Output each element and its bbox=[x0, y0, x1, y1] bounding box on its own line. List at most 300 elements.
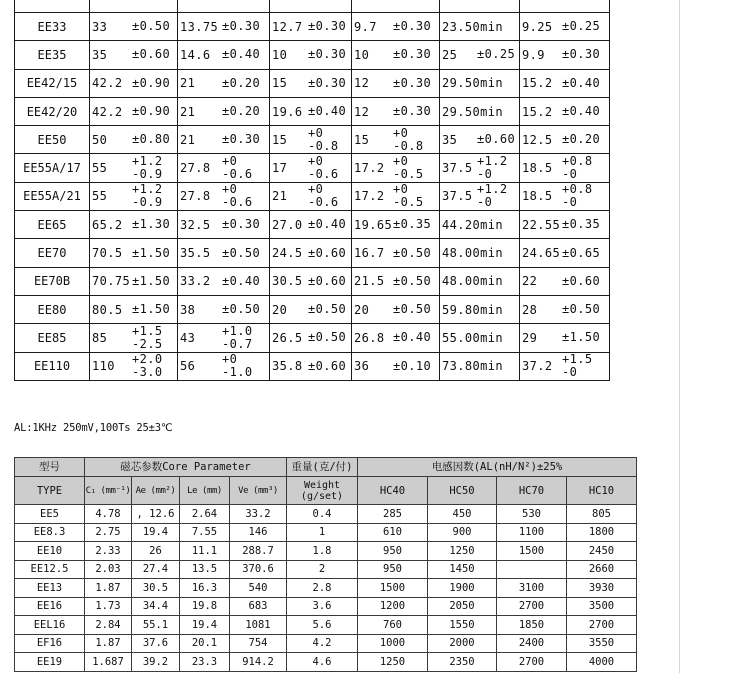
dimension-value: 12.7 bbox=[272, 19, 303, 34]
hc70-cell: 1850 bbox=[497, 616, 567, 635]
tolerance-line: -3.0 bbox=[132, 365, 163, 380]
tolerance-line: ±0.50 bbox=[308, 302, 347, 317]
dimension-value: 9.25 bbox=[522, 19, 553, 34]
hc40-cell: 285 bbox=[358, 505, 428, 524]
header-weight-cn: 重量(克/付) bbox=[287, 458, 358, 477]
tolerance-line: ±0.50 bbox=[222, 245, 261, 260]
ve-cell: 754 bbox=[230, 635, 287, 654]
header-type-cn: 型号 bbox=[15, 458, 85, 477]
dimension-value: 37.5 bbox=[442, 189, 473, 204]
dimension-value: 16.7 bbox=[354, 246, 385, 261]
hc70-cell: 2700 bbox=[497, 653, 567, 672]
tolerance bbox=[222, 211, 260, 238]
dimension-cell bbox=[352, 183, 440, 211]
weight-cell: 3.6 bbox=[287, 598, 358, 617]
tolerance-line: ±0.20 bbox=[222, 75, 261, 90]
ae-cell: 30.5 bbox=[132, 579, 180, 598]
le-cell: 16.3 bbox=[180, 579, 230, 598]
tolerance bbox=[222, 98, 260, 125]
c1-cell: 4.78 bbox=[85, 505, 132, 524]
tolerance-line: +1.2 bbox=[477, 154, 508, 169]
dimension-cell bbox=[90, 13, 178, 41]
dimension-cell bbox=[90, 268, 178, 296]
partial-row-cell bbox=[90, 0, 178, 13]
dimension-value: 23.50min bbox=[442, 19, 503, 34]
tolerance-line: ±0.25 bbox=[562, 19, 601, 34]
type-cell: EF16 bbox=[15, 635, 85, 654]
core-type-cell bbox=[15, 13, 90, 41]
tolerance-line: ±0.90 bbox=[132, 104, 171, 119]
core-type-cell bbox=[15, 98, 90, 126]
ve-cell: 146 bbox=[230, 524, 287, 543]
hc70-cell: 1500 bbox=[497, 542, 567, 561]
tolerance-line: ±1.30 bbox=[132, 217, 171, 232]
tolerance bbox=[308, 154, 339, 181]
weight-cell: 2.8 bbox=[287, 579, 358, 598]
dimension-value: 35 bbox=[92, 47, 108, 62]
tolerance-line: ±1.50 bbox=[132, 245, 171, 260]
tolerance-line: +1.2 bbox=[132, 154, 163, 169]
dimension-cell bbox=[90, 154, 178, 182]
dimension-value: 21 bbox=[180, 76, 196, 91]
hc70-cell: 2700 bbox=[497, 598, 567, 617]
dimension-cell bbox=[270, 183, 352, 211]
tolerance bbox=[222, 296, 260, 323]
tolerance bbox=[132, 296, 170, 323]
tolerance bbox=[562, 239, 600, 266]
dimension-value: 29.50min bbox=[442, 104, 503, 119]
dimension-cell bbox=[178, 296, 270, 324]
dimension-cell bbox=[178, 41, 270, 69]
tolerance-line: -0.6 bbox=[308, 195, 339, 210]
tolerance bbox=[308, 296, 346, 323]
header-hc10: HC10 bbox=[567, 477, 637, 505]
partial-row-cell bbox=[270, 0, 352, 13]
hc10-cell: 1800 bbox=[567, 524, 637, 543]
core-type-label: EE85 bbox=[37, 330, 67, 345]
tolerance bbox=[222, 154, 253, 181]
dimension-value: 33 bbox=[92, 19, 108, 34]
le-cell: 20.1 bbox=[180, 635, 230, 654]
hc10-cell: 3550 bbox=[567, 635, 637, 654]
tolerance bbox=[393, 126, 424, 153]
core-type-cell bbox=[15, 239, 90, 267]
c1-cell: 2.33 bbox=[85, 542, 132, 561]
tolerance bbox=[477, 126, 515, 153]
core-type-label: EE33 bbox=[37, 19, 67, 34]
ae-cell: , 12.6 bbox=[132, 505, 180, 524]
dimension-cell bbox=[440, 324, 520, 352]
tolerance-line: ±0.40 bbox=[562, 104, 601, 119]
tolerance-line: +0 bbox=[308, 125, 324, 140]
dimension-value: 9.7 bbox=[354, 19, 377, 34]
tolerance bbox=[308, 211, 346, 238]
dimension-value: 17.2 bbox=[354, 189, 385, 204]
hc10-cell: 805 bbox=[567, 505, 637, 524]
tolerance bbox=[308, 324, 346, 351]
dimension-cell bbox=[352, 98, 440, 126]
tolerance bbox=[132, 324, 163, 351]
hc10-cell: 2660 bbox=[567, 561, 637, 580]
dimension-value: 20 bbox=[354, 302, 370, 317]
tolerance bbox=[222, 183, 253, 210]
dimension-value: 70.75 bbox=[92, 274, 131, 289]
tolerance bbox=[132, 126, 170, 153]
dimension-cell bbox=[178, 70, 270, 98]
tolerance-line: -0 bbox=[477, 195, 493, 210]
dimension-value: 42.2 bbox=[92, 76, 123, 91]
ve-cell: 288.7 bbox=[230, 542, 287, 561]
hc40-cell: 950 bbox=[358, 561, 428, 580]
dimension-cell bbox=[352, 268, 440, 296]
tolerance-line: ±0.65 bbox=[562, 245, 601, 260]
tolerance bbox=[132, 239, 170, 266]
dimension-value: 73.80min bbox=[442, 359, 503, 374]
tolerance-line: -1.0 bbox=[222, 365, 253, 380]
dimension-cell bbox=[178, 324, 270, 352]
weight-cell: 5.6 bbox=[287, 616, 358, 635]
dimension-cell bbox=[440, 126, 520, 154]
core-type-label: EE80 bbox=[37, 302, 67, 317]
c1-cell: 2.84 bbox=[85, 616, 132, 635]
c1-cell: 2.03 bbox=[85, 561, 132, 580]
le-cell: 19.4 bbox=[180, 616, 230, 635]
tolerance-line: -0.5 bbox=[393, 195, 424, 210]
tolerance bbox=[393, 211, 431, 238]
dimension-value: 35.8 bbox=[272, 359, 303, 374]
header-c1: C₁ (mm⁻¹) bbox=[85, 477, 132, 505]
tolerance bbox=[222, 268, 260, 295]
dimension-value: 26.5 bbox=[272, 330, 303, 345]
dimension-value: 48.00min bbox=[442, 246, 503, 261]
dimension-cell bbox=[520, 126, 610, 154]
dimension-value: 80.5 bbox=[92, 302, 123, 317]
hc40-cell: 1000 bbox=[358, 635, 428, 654]
tolerance bbox=[393, 41, 431, 68]
dimension-cell bbox=[520, 268, 610, 296]
tolerance-line: -0.9 bbox=[132, 195, 163, 210]
le-cell: 2.64 bbox=[180, 505, 230, 524]
dimension-value: 59.80min bbox=[442, 302, 503, 317]
tolerance-line: ±0.80 bbox=[132, 132, 171, 147]
tolerance bbox=[222, 324, 253, 351]
dimension-cell bbox=[270, 268, 352, 296]
tolerance-line: ±0.90 bbox=[132, 75, 171, 90]
dimension-cell bbox=[178, 268, 270, 296]
tolerance-line: +1.5 bbox=[562, 352, 593, 367]
tolerance bbox=[393, 296, 431, 323]
tolerance-line: ±0.30 bbox=[393, 19, 432, 34]
tolerance-line: ±0.30 bbox=[222, 19, 261, 34]
tolerance-line: ±0.40 bbox=[222, 47, 261, 62]
type-cell: EE16 bbox=[15, 598, 85, 617]
tolerance bbox=[477, 41, 515, 68]
tolerance bbox=[562, 268, 600, 295]
dimension-cell bbox=[352, 353, 440, 381]
dimension-value: 38 bbox=[180, 302, 196, 317]
ve-cell: 33.2 bbox=[230, 505, 287, 524]
tolerance bbox=[393, 13, 431, 40]
tolerance-line: -0.8 bbox=[393, 138, 424, 153]
tolerance-line: ±0.35 bbox=[393, 217, 432, 232]
tolerance-line: -0.7 bbox=[222, 336, 253, 351]
tolerance-line: ±0.30 bbox=[222, 217, 261, 232]
dimension-value: 21 bbox=[272, 189, 288, 204]
core-type-cell bbox=[15, 126, 90, 154]
dimension-cell bbox=[90, 183, 178, 211]
ae-cell: 34.4 bbox=[132, 598, 180, 617]
tolerance bbox=[393, 183, 424, 210]
dimension-value: 48.00min bbox=[442, 274, 503, 289]
core-type-cell bbox=[15, 70, 90, 98]
dimension-cell bbox=[440, 296, 520, 324]
dimension-value: 27.8 bbox=[180, 161, 211, 176]
tolerance-line: ±0.30 bbox=[308, 47, 347, 62]
tolerance-line: +0 bbox=[222, 154, 238, 169]
tolerance-line: ±0.40 bbox=[393, 330, 432, 345]
dimension-value: 22.55 bbox=[522, 217, 561, 232]
ve-cell: 540 bbox=[230, 579, 287, 598]
dimension-cell bbox=[520, 183, 610, 211]
tolerance-line: ±0.30 bbox=[393, 75, 432, 90]
core-type-label: EE55A/21 bbox=[23, 189, 81, 204]
tolerance-line: ±0.50 bbox=[562, 302, 601, 317]
dimension-cell bbox=[520, 239, 610, 267]
tolerance bbox=[562, 353, 593, 380]
dimension-cell bbox=[440, 13, 520, 41]
dimension-cell bbox=[352, 211, 440, 239]
header-core-parameter: 磁芯参数Core Parameter bbox=[85, 458, 287, 477]
dimension-cell bbox=[440, 353, 520, 381]
dimension-cell bbox=[520, 211, 610, 239]
dimension-cell bbox=[270, 70, 352, 98]
partial-row-cell bbox=[15, 0, 90, 13]
tolerance bbox=[132, 353, 163, 380]
tolerance-line: ±0.60 bbox=[477, 132, 516, 147]
hc40-cell: 950 bbox=[358, 542, 428, 561]
tolerance bbox=[308, 239, 346, 266]
dimension-value: 18.5 bbox=[522, 189, 553, 204]
header-hc40: HC40 bbox=[358, 477, 428, 505]
hc70-cell: 1100 bbox=[497, 524, 567, 543]
core-type-label: EE35 bbox=[37, 47, 67, 62]
dimension-value: 24.65 bbox=[522, 246, 561, 261]
dimension-cell bbox=[520, 13, 610, 41]
dimension-cell bbox=[440, 268, 520, 296]
tolerance-line: ±1.50 bbox=[562, 330, 601, 345]
tolerance-line: +1.0 bbox=[222, 323, 253, 338]
tolerance-line: ±0.30 bbox=[308, 75, 347, 90]
tolerance bbox=[132, 211, 170, 238]
dimension-cell bbox=[270, 239, 352, 267]
dimension-value: 37.5 bbox=[442, 161, 473, 176]
tolerance bbox=[308, 98, 346, 125]
partial-row-cell bbox=[352, 0, 440, 13]
tolerance-line: ±0.60 bbox=[308, 358, 347, 373]
type-cell: EEL16 bbox=[15, 616, 85, 635]
tolerance-line: +0 bbox=[222, 182, 238, 197]
tolerance-line: ±0.50 bbox=[393, 302, 432, 317]
tolerance-line: ±0.20 bbox=[562, 132, 601, 147]
le-cell: 7.55 bbox=[180, 524, 230, 543]
dimension-value: 29.50min bbox=[442, 76, 503, 91]
hc70-cell: 3100 bbox=[497, 579, 567, 598]
tolerance bbox=[132, 13, 170, 40]
partial-row-cell bbox=[440, 0, 520, 13]
dimension-value: 15 bbox=[272, 132, 288, 147]
dimension-cell bbox=[90, 353, 178, 381]
tolerance bbox=[477, 154, 508, 181]
tolerance bbox=[393, 268, 431, 295]
dimension-cell bbox=[270, 211, 352, 239]
dimension-value: 43 bbox=[180, 330, 196, 345]
dimension-cell bbox=[270, 353, 352, 381]
weight-cell: 0.4 bbox=[287, 505, 358, 524]
ve-cell: 1081 bbox=[230, 616, 287, 635]
dimension-value: 44.20min bbox=[442, 217, 503, 232]
dimension-value: 21 bbox=[180, 132, 196, 147]
dimension-cell bbox=[352, 13, 440, 41]
dimension-value: 55 bbox=[92, 161, 108, 176]
dimension-cell bbox=[90, 126, 178, 154]
dimension-cell bbox=[352, 126, 440, 154]
ae-cell: 19.4 bbox=[132, 524, 180, 543]
tolerance-line: ±0.60 bbox=[308, 273, 347, 288]
tolerance bbox=[308, 41, 346, 68]
dimension-value: 25 bbox=[442, 47, 458, 62]
tolerance bbox=[222, 13, 260, 40]
core-type-label: EE42/20 bbox=[26, 104, 78, 119]
hc40-cell: 1200 bbox=[358, 598, 428, 617]
header-type: TYPE bbox=[15, 477, 85, 505]
tolerance bbox=[222, 239, 260, 266]
core-type-label: EE55A/17 bbox=[23, 161, 81, 176]
dimension-cell bbox=[520, 154, 610, 182]
tolerance bbox=[393, 98, 431, 125]
dimension-cell bbox=[270, 126, 352, 154]
tolerance-line: +0 bbox=[393, 182, 409, 197]
core-type-cell bbox=[15, 353, 90, 381]
header-hc50: HC50 bbox=[428, 477, 497, 505]
tolerance-line: +0 bbox=[393, 154, 409, 169]
tolerance bbox=[562, 126, 600, 153]
hc50-cell: 1450 bbox=[428, 561, 497, 580]
dimension-value: 56 bbox=[180, 359, 196, 374]
header-weight bbox=[287, 477, 358, 505]
c1-cell: 1.87 bbox=[85, 635, 132, 654]
tolerance bbox=[393, 154, 424, 181]
core-type-cell bbox=[15, 41, 90, 69]
dimension-value: 15.2 bbox=[522, 76, 553, 91]
dimension-value: 35.5 bbox=[180, 246, 211, 261]
dimension-cell bbox=[90, 296, 178, 324]
hc50-cell: 2350 bbox=[428, 653, 497, 672]
dimension-cell bbox=[90, 211, 178, 239]
type-cell: EE12.5 bbox=[15, 561, 85, 580]
dimension-value: 14.6 bbox=[180, 47, 211, 62]
weight-cell: 2 bbox=[287, 561, 358, 580]
type-cell: EE8.3 bbox=[15, 524, 85, 543]
tolerance bbox=[308, 183, 339, 210]
tolerance bbox=[308, 268, 346, 295]
dimension-cell bbox=[178, 239, 270, 267]
dimension-cell bbox=[440, 98, 520, 126]
dimension-cell bbox=[178, 98, 270, 126]
dimension-value: 20 bbox=[272, 302, 288, 317]
tolerance bbox=[132, 154, 163, 181]
tolerance bbox=[393, 324, 431, 351]
tolerance-line: ±0.30 bbox=[393, 104, 432, 119]
tolerance bbox=[562, 70, 600, 97]
ve-cell: 370.6 bbox=[230, 561, 287, 580]
dimension-value: 85 bbox=[92, 330, 108, 345]
dimension-cell bbox=[90, 324, 178, 352]
dimension-value: 26.8 bbox=[354, 330, 385, 345]
tolerance bbox=[562, 296, 600, 323]
dimension-value: 33.2 bbox=[180, 274, 211, 289]
dimension-cell bbox=[440, 211, 520, 239]
dimension-cell bbox=[270, 296, 352, 324]
dimension-value: 15 bbox=[354, 132, 370, 147]
dimension-value: 35 bbox=[442, 132, 458, 147]
dimension-cell bbox=[178, 353, 270, 381]
tolerance bbox=[562, 154, 593, 181]
tolerance-line: +0.8 bbox=[562, 154, 593, 169]
tolerance bbox=[132, 98, 170, 125]
dimension-cell bbox=[440, 239, 520, 267]
dimension-cell bbox=[178, 13, 270, 41]
type-cell: EE5 bbox=[15, 505, 85, 524]
hc50-cell: 900 bbox=[428, 524, 497, 543]
weight-cell: 1.8 bbox=[287, 542, 358, 561]
tolerance bbox=[393, 353, 431, 380]
hc50-cell: 450 bbox=[428, 505, 497, 524]
core-type-label: EE42/15 bbox=[26, 76, 78, 91]
dimension-cell bbox=[440, 70, 520, 98]
tolerance-line: ±0.40 bbox=[562, 75, 601, 90]
le-cell: 13.5 bbox=[180, 561, 230, 580]
tolerance-line: ±0.50 bbox=[393, 245, 432, 260]
dimension-value: 15 bbox=[272, 76, 288, 91]
dimension-cell bbox=[352, 41, 440, 69]
tolerance-line: ±1.50 bbox=[132, 273, 171, 288]
tolerance-line: ±0.20 bbox=[222, 104, 261, 119]
hc50-cell: 1900 bbox=[428, 579, 497, 598]
tolerance-line: -0.6 bbox=[222, 195, 253, 210]
dimension-value: 22 bbox=[522, 274, 538, 289]
dimension-cell bbox=[520, 296, 610, 324]
c1-cell: 1.687 bbox=[85, 653, 132, 672]
tolerance-line: ±0.35 bbox=[562, 217, 601, 232]
dimension-value: 70.5 bbox=[92, 246, 123, 261]
tolerance-line: ±0.30 bbox=[222, 132, 261, 147]
tolerance-line: +2.0 bbox=[132, 352, 163, 367]
dimension-value: 36 bbox=[354, 359, 370, 374]
ae-cell: 37.6 bbox=[132, 635, 180, 654]
core-type-cell bbox=[15, 211, 90, 239]
tolerance bbox=[222, 70, 260, 97]
hc10-cell: 2450 bbox=[567, 542, 637, 561]
dimension-cell bbox=[90, 41, 178, 69]
tolerance-line: -0.9 bbox=[132, 167, 163, 182]
dimension-cell bbox=[440, 154, 520, 182]
tolerance-line: +0 bbox=[308, 154, 324, 169]
partial-row-cell bbox=[178, 0, 270, 13]
dimension-value: 42.2 bbox=[92, 104, 123, 119]
dimension-value: 21.5 bbox=[354, 274, 385, 289]
tolerance bbox=[308, 353, 346, 380]
hc50-cell: 1550 bbox=[428, 616, 497, 635]
